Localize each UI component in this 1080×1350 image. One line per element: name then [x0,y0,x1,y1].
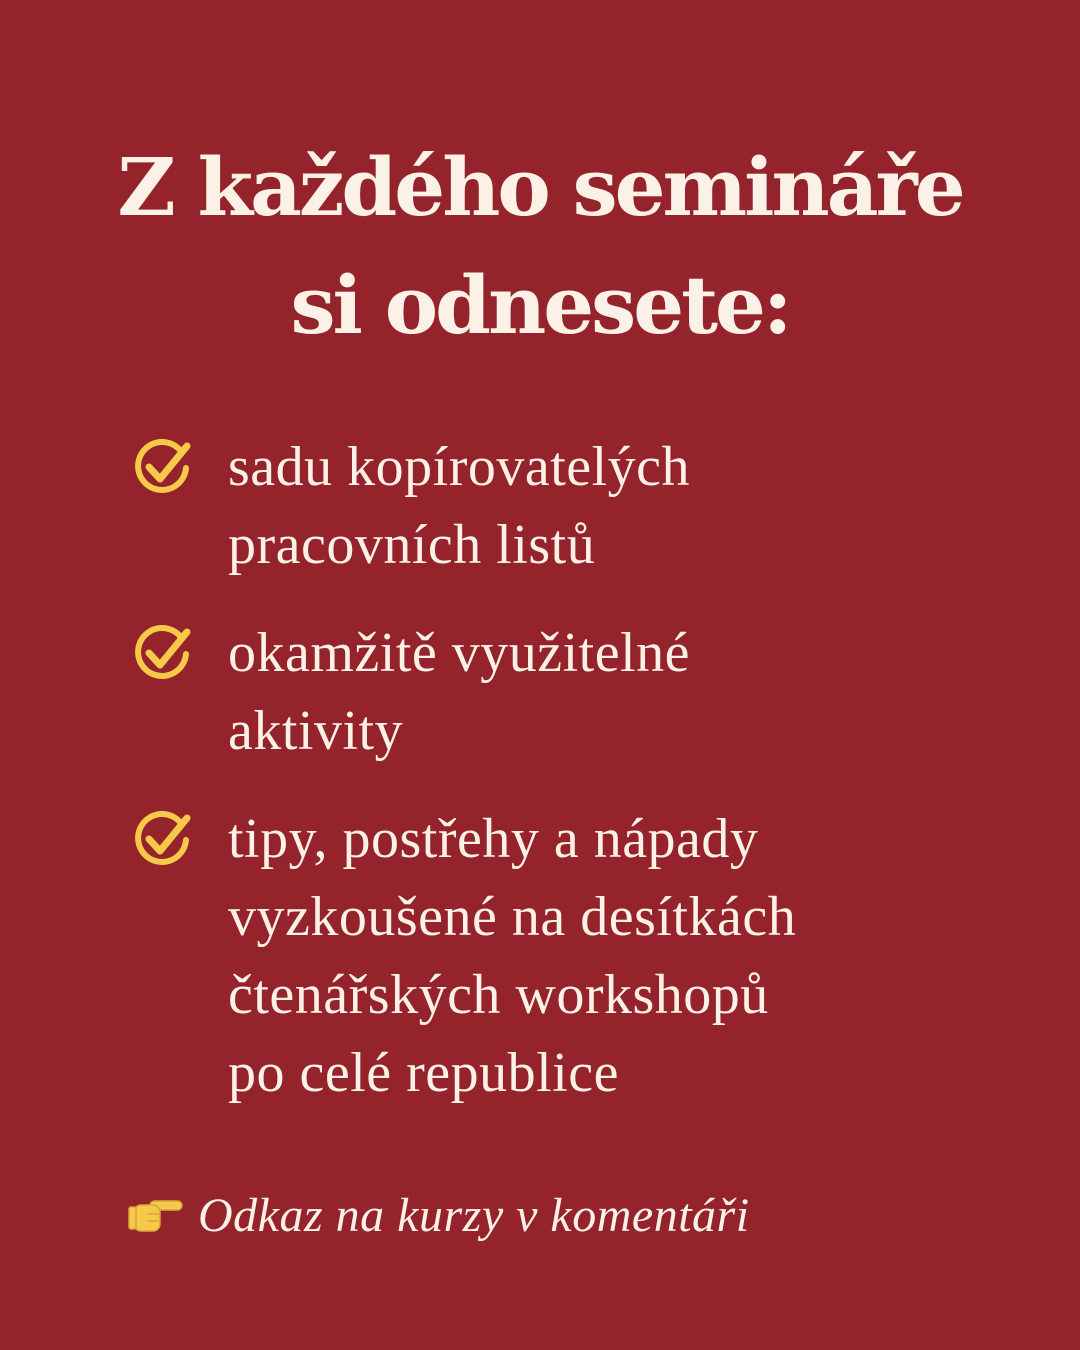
benefits-list [130,428,990,1142]
list-item-line: po celé republice [228,1042,619,1104]
list-item-line: okamžitě využitelné [228,622,690,684]
list-item-line: aktivity [228,700,404,762]
check-circle-icon [132,438,192,498]
footer-text: Odkaz na kurzy v komentáři [198,1188,750,1242]
list-item-text [228,800,990,1112]
pointing-hand-icon [128,1195,184,1235]
list-item-line: pracovních listů [228,514,596,576]
list-item-line: čtenářských workshopů [228,964,769,1026]
footer-link-note [128,1180,750,1250]
list-item-text [228,614,990,770]
title-line-1: Z každého semináře [117,140,963,234]
list-item-line: vyzkoušené na desítkách [228,886,797,948]
list-item [130,428,990,584]
list-item-line: sadu kopírovatelých [228,436,691,498]
title-line-2: si odnesete: [290,258,790,352]
check-circle-icon [132,810,192,870]
list-item-text [228,428,990,584]
list-item [130,614,990,770]
page-title [0,128,1080,364]
list-item-line: tipy, postřehy a nápady [228,808,759,870]
list-item [130,800,990,1112]
check-circle-icon [132,624,192,684]
